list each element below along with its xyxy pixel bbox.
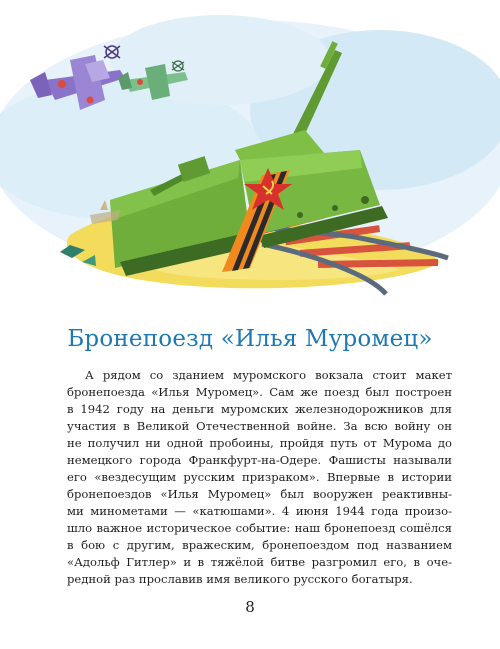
text-line: ми минометами — «катюшами». 4 июня 1944 года произо- xyxy=(67,504,452,518)
armored-train-illustration xyxy=(0,0,500,300)
page-title: Бронепоезд «Илья Муромец» xyxy=(67,326,433,352)
text-line: шло важное историческое событие: наш бронепоезд сошёлся xyxy=(67,521,452,535)
text-line: не получил ни одной пробоины, пройдя путь от Мурома до xyxy=(67,436,452,450)
text-line: его «вездесущим русским призраком». Впервые в истории xyxy=(67,470,452,484)
text-line: бронепоездов «Илья Муромец» был вооружен реактивны- xyxy=(67,487,452,501)
text-line: участия в Великой Отечественной войне. За всю войну он xyxy=(67,419,452,433)
body-paragraph xyxy=(67,367,452,588)
text-line: А рядом со зданием муромского вокзала стоит макет xyxy=(85,368,452,382)
text-line: в 1942 году на деньги муромских железнодорожников для xyxy=(67,402,452,416)
text-line: немецкого города Франкфурт-на-Одере. Фашисты называли xyxy=(67,453,452,467)
text-line: редной раз прославив имя великого русского богатыря. xyxy=(67,572,413,586)
text-line: «Адольф Гитлер» и в тяжёлой битве разгромил его, в оче- xyxy=(67,555,452,569)
text-line: бронепоезда «Илья Муромец». Сам же поезд был построен xyxy=(67,385,452,399)
text-line: в бою с другим, вражеским, бронепоездом под названием xyxy=(67,538,452,552)
page-number: 8 xyxy=(245,598,255,616)
